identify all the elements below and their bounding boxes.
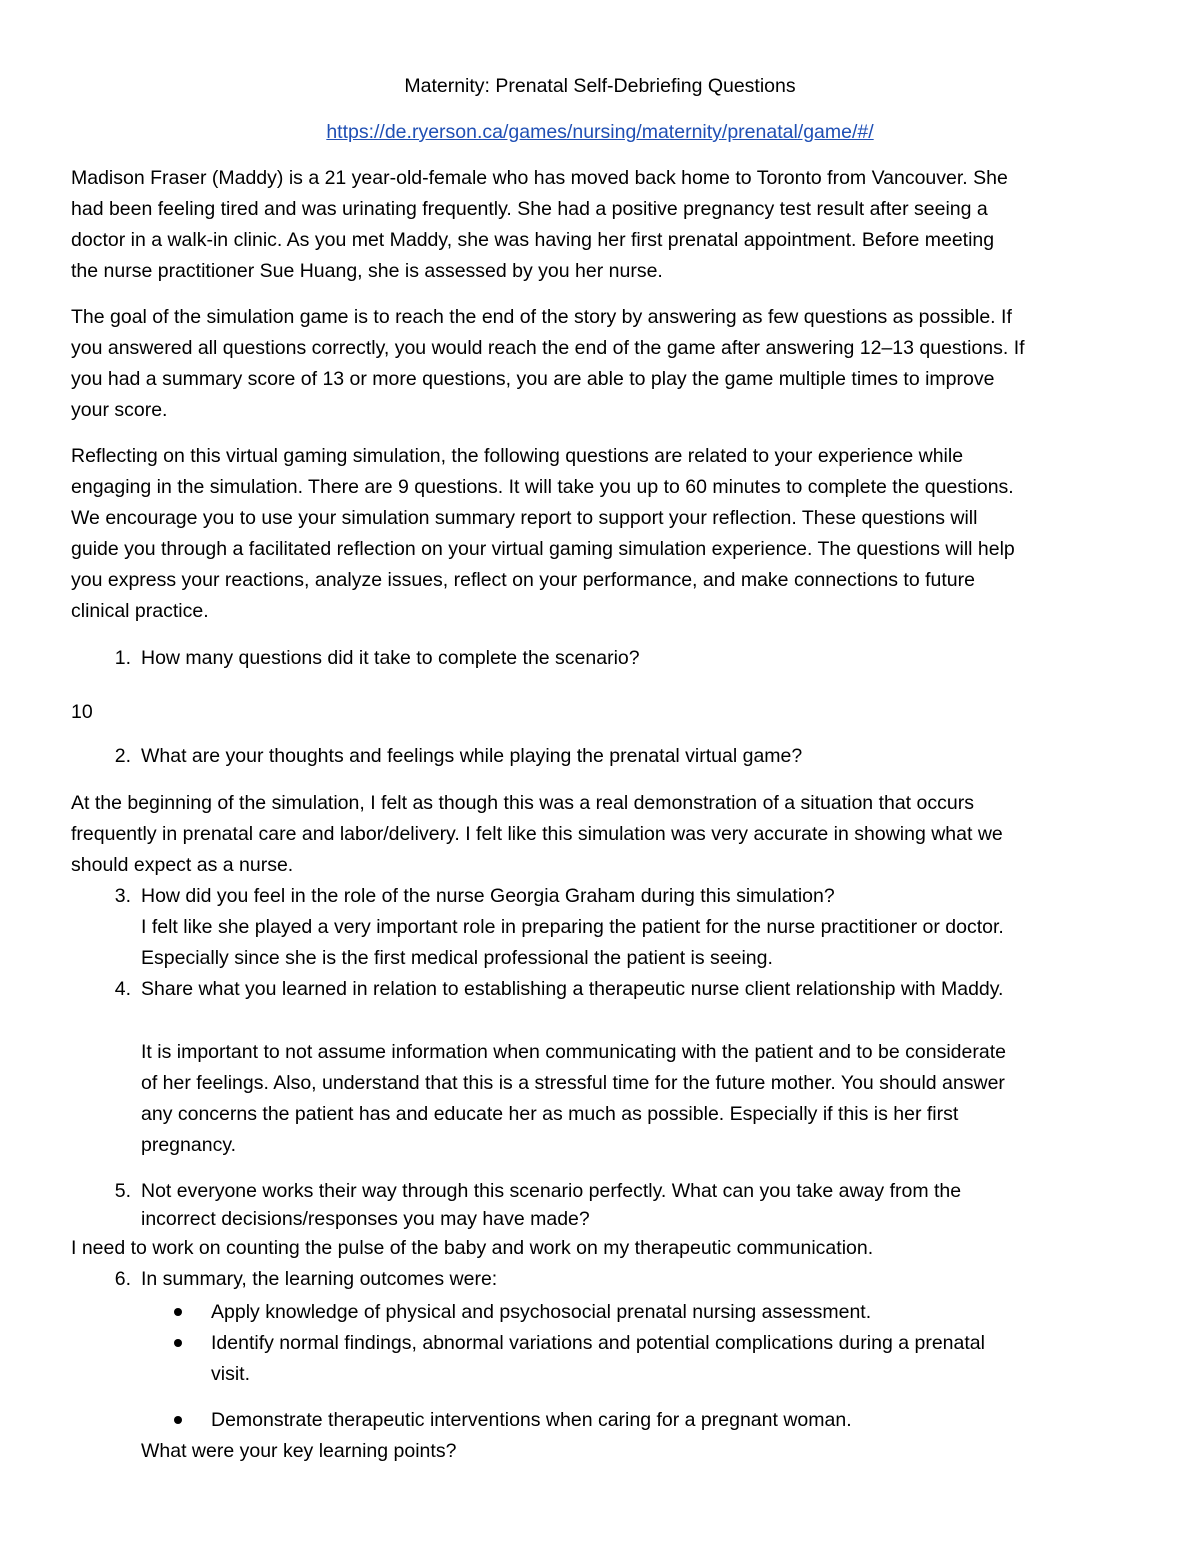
reflecting-line-2: engaging in the simulation. There are 9 questions. It will take you up to 60 minutes to complete the questions. [71,476,1014,498]
answer-2-line-2: frequently in prenatal care and labor/delivery. I felt like this simulation was very accurate in showing what we [71,823,1003,845]
goal-line-4: your score. [71,399,168,421]
reflecting-line-4: guide you through a facilitated reflection on your virtual gaming simulation experience. The questions will help [71,538,1015,560]
answer-4-line-1: It is important to not assume information when communicating with the patient and to be considerate [141,1041,1006,1063]
intro-line-4: the nurse practitioner Sue Huang, she is assessed by you her nurse. [71,260,663,282]
question-2-text: What are your thoughts and feelings while playing the prenatal virtual game? [141,745,803,767]
question-5-line-1: Not everyone works their way through this scenario perfectly. What can you take away from the [141,1180,962,1202]
answer-3-line-2: Especially since she is the first medical professional the patient is seeing. [141,947,773,969]
question-5-line-2: incorrect decisions/responses you may have made? [141,1208,590,1230]
reflecting-line-1: Reflecting on this virtual gaming simulation, the following questions are related to your experience while [71,445,964,467]
goal-line-2: you answered all questions correctly, you would reach the end of the game after answering 12–13 questions. If [71,337,1025,359]
question-3-text: How did you feel in the role of the nurse Georgia Graham during this simulation? [141,885,835,907]
question-6-number: 6. [114,1268,131,1290]
question-5-number: 5. [114,1180,131,1202]
answer-2-line-1: At the beginning of the simulation, I felt as though this was a real demonstration of a situation that occurs [71,792,974,814]
answer-4-line-3: any concerns the patient has and educate her as much as possible. Especially if this is her first [141,1103,959,1125]
question-4-text: Share what you learned in relation to establishing a therapeutic nurse client relationship with Maddy. [141,978,1004,1000]
question-6-text: In summary, the learning outcomes were: [141,1268,498,1290]
intro-line-2: had been feeling tired and was urinating frequently. She had a positive pregnancy test result after seeing a [71,198,988,220]
question-4-number: 4. [114,978,131,1000]
answer-5: I need to work on counting the pulse of the baby and work on my therapeutic communication. [71,1237,874,1259]
reflecting-line-5: you express your reactions, analyze issues, reflect on your performance, and make connections to future [71,569,975,591]
bullet-icon [171,1305,185,1319]
question-1-text: How many questions did it take to complete the scenario? [141,647,640,669]
document-title: Maternity: Prenatal Self-Debriefing Questions [404,75,796,97]
answer-4-line-4: pregnancy. [141,1134,237,1156]
answer-1: 10 [71,701,93,723]
outcome-2-line-2: visit. [211,1363,250,1385]
answer-4-line-2: of her feelings. Also, understand that this is a stressful time for the future mother. You should answer [141,1072,1005,1094]
question-3-number: 3. [114,885,131,907]
answer-3-line-1: I felt like she played a very important role in preparing the patient for the nurse practitioner or doctor. [141,916,1004,938]
outcome-1: Apply knowledge of physical and psychosocial prenatal nursing assessment. [211,1301,872,1323]
answer-2-line-3: should expect as a nurse. [71,854,294,876]
intro-line-1: Madison Fraser (Maddy) is a 21 year-old-female who has moved back home to Toronto from Vancouver. She [71,167,1008,189]
outcome-2-line-1: Identify normal findings, abnormal variations and potential complications during a prenatal [211,1332,985,1354]
reflecting-line-3: We encourage you to use your simulation summary report to support your reflection. These questions will [71,507,978,529]
goal-line-3: you had a summary score of 13 or more questions, you are able to play the game multiple times to improve [71,368,995,390]
question-1-number: 1. [114,647,131,669]
intro-line-3: doctor in a walk-in clinic. As you met Maddy, she was having her first prenatal appointment. Before meeting [71,229,995,251]
bullet-icon [171,1336,185,1350]
question-2-number: 2. [114,745,131,767]
bullet-icon [171,1413,185,1427]
reflecting-line-6: clinical practice. [71,600,209,622]
outcome-3: Demonstrate therapeutic interventions when caring for a pregnant woman. [211,1409,852,1431]
key-learning-question: What were your key learning points? [141,1440,457,1462]
game-link[interactable]: https://de.ryerson.ca/games/nursing/maternity/prenatal/game/#/ [326,121,874,143]
goal-line-1: The goal of the simulation game is to reach the end of the story by answering as few questions as possible. If [71,306,1012,328]
